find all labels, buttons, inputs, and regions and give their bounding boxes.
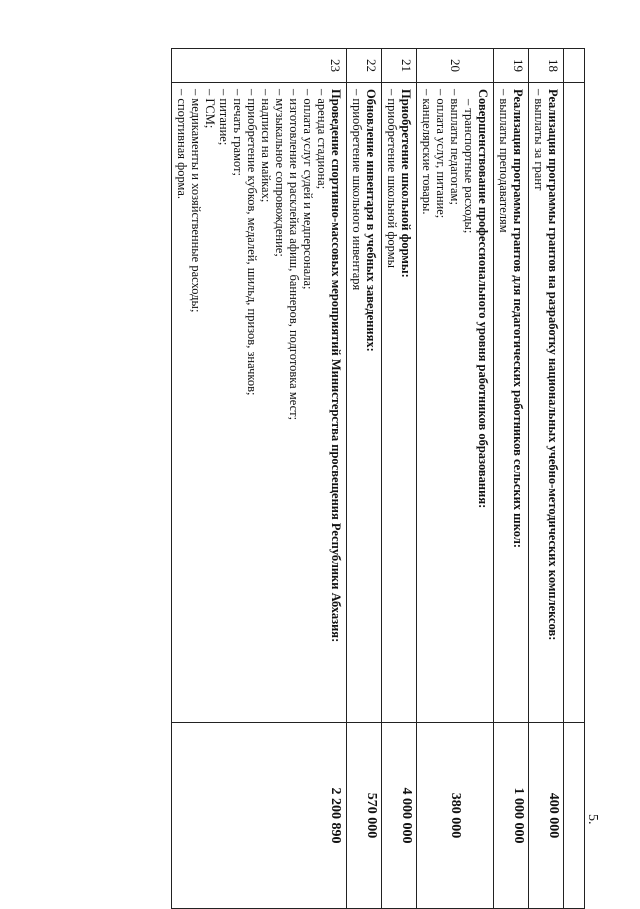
row-amount: 570 000 [347,723,382,909]
row-number: 19 [494,49,529,83]
row-title: Приобретение школьной формы: [399,89,413,278]
table-row [494,49,529,909]
row-description [347,83,382,723]
table-top-row [564,49,585,909]
row-title: Реализация программы грантов для педагогических работников сельских школ: [511,89,525,548]
table-row [382,49,417,909]
row-item: – ГСМ; [203,89,217,129]
row-item: – аренда стадиона; [315,89,329,190]
row-item: – выплаты за грант [532,89,546,191]
row-item: – выплаты педагогам; [448,89,462,205]
row-title: Обновление инвентаря в учебных заведениях: [364,89,378,352]
row-item: – спортивная форма. [175,89,189,200]
row-description [417,83,494,723]
budget-table [171,48,585,909]
table-row [347,49,382,909]
table-row [417,49,494,909]
row-item: – канцелярские товары. [420,89,434,215]
row-item: – надписи на майках; [259,89,273,203]
row-item: – печать грамот; [231,89,245,176]
row-item: – транспортные расходы; [462,99,476,234]
row-description [494,83,529,723]
row-item: – питание; [217,89,231,146]
row-amount: 380 000 [417,723,494,909]
row-number: 21 [382,49,417,83]
row-number: 22 [347,49,382,83]
row-item: – медикаменты и хозяйственные расходы; [189,89,203,313]
row-item: – изготовление и расклейка афиш, баннеров, подготовка мест; [287,89,301,421]
row-amount: 2 200 890 [172,723,347,909]
budget-table-rotated [105,48,585,908]
row-item: – приобретение школьной формы [385,89,399,269]
page-number: 5. [585,814,600,825]
row-title: Реализация программы грантов на разработку национальных учебно-методических комплексов: [546,89,560,641]
row-description [529,83,564,723]
row-description [172,83,347,723]
table-row [172,49,347,909]
row-item: – оплата услуг судей и медперсонала; [301,89,315,290]
row-item: – выплаты преподавателям [497,89,511,233]
row-title: Совершенствование профессионального уровня работников образования: [476,89,490,509]
row-amount: 4 000 000 [382,723,417,909]
row-description [382,83,417,723]
row-item: – оплата услуг, питание; [434,89,448,219]
row-amount: 400 000 [529,723,564,909]
row-number: 23 [172,49,347,83]
row-item: – музыкальное сопровождение; [273,89,287,257]
row-title: Проведение спортивно-массовых мероприятий Министерства просвещения Республики Абхазия: [329,89,343,643]
table-row [529,49,564,909]
row-number: 20 [417,49,494,83]
row-amount: 1 000 000 [494,723,529,909]
row-item: – приобретение школьного инвентаря [350,89,364,291]
row-item: – приобретение кубков, медалей, шильд, призов, значков; [245,89,259,396]
row-number: 18 [529,49,564,83]
